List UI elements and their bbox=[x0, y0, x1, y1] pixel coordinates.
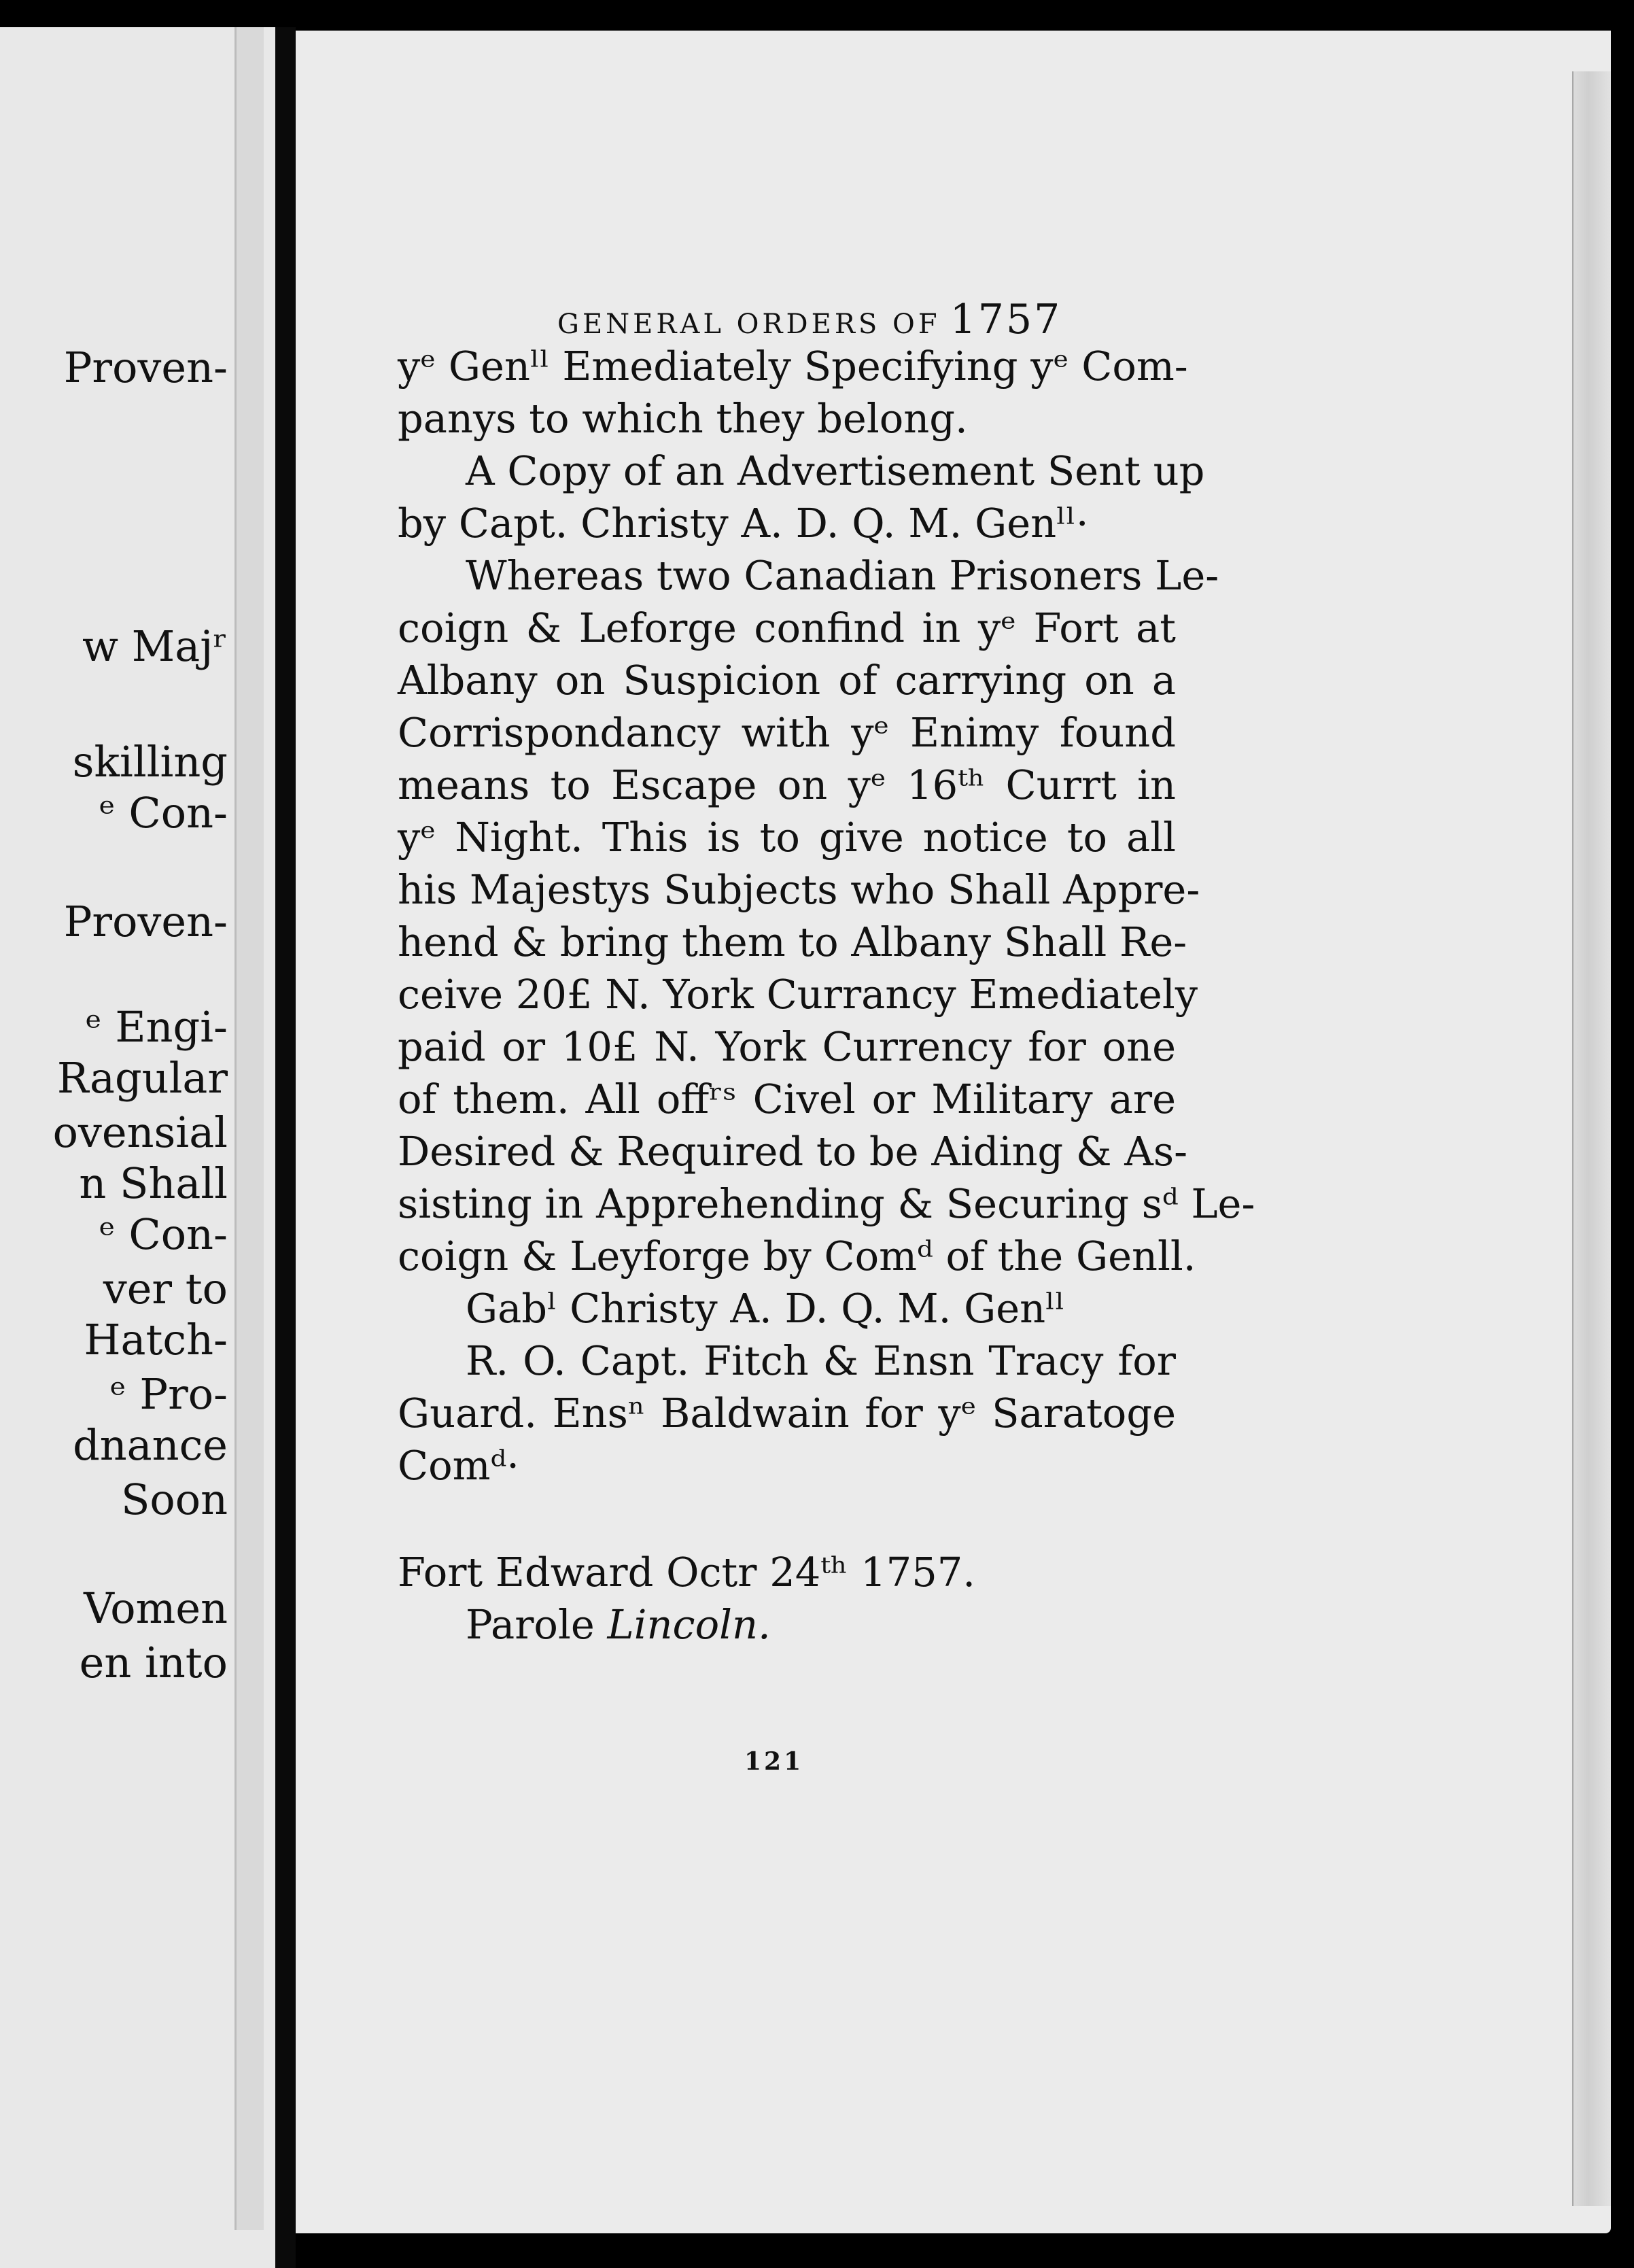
left-facing-page bbox=[0, 27, 275, 2268]
body-text bbox=[398, 340, 1255, 1651]
left-page-fragment: Vomen bbox=[84, 1583, 228, 1633]
text-line: Gabˡ Christy A. D. Q. M. Genˡˡ bbox=[466, 1285, 1065, 1332]
text-line: panys to which they belong. bbox=[398, 395, 968, 442]
page-fore-edge bbox=[1572, 71, 1611, 2206]
text-line: Albany on Suspicion of carrying on a bbox=[398, 657, 1176, 704]
left-page-fragment: Proven- bbox=[63, 343, 228, 392]
left-page-fragment: Ragular bbox=[56, 1053, 228, 1103]
left-page-fragment: dnance bbox=[73, 1420, 228, 1470]
left-page-fragment: ᵉ Engi- bbox=[85, 1002, 228, 1052]
parole-word: Lincoln. bbox=[607, 1601, 771, 1648]
left-page-fragment: ᵉ Con- bbox=[99, 1209, 228, 1259]
left-page-fragment: skilling bbox=[72, 737, 228, 787]
left-page-fragment: ᵉ Con- bbox=[99, 788, 228, 838]
text-line: means to Escape on yᵉ 16ᵗʰ Currt in bbox=[398, 761, 1176, 808]
text-line: sisting in Apprehending & Securing sᵈ Le- bbox=[398, 1180, 1255, 1227]
text-line: by Capt. Christy A. D. Q. M. Genˡˡ· bbox=[398, 500, 1089, 547]
parole-label: Parole bbox=[466, 1601, 595, 1648]
left-page-edge bbox=[234, 27, 264, 2230]
left-page-fragment: ovensial bbox=[52, 1107, 228, 1157]
text-line: yᵉ Night. This is to give notice to all bbox=[398, 814, 1176, 861]
running-head bbox=[557, 296, 1062, 343]
running-head-title: GENERAL ORDERS OF bbox=[557, 309, 941, 340]
text-line: coign & Leyforge by Comᵈ of the Genll. bbox=[398, 1233, 1196, 1279]
text-line: Desired & Required to be Aiding & As- bbox=[398, 1128, 1188, 1175]
text-line: Comᵈ· bbox=[398, 1442, 519, 1489]
page-number: 121 bbox=[744, 1747, 804, 1776]
text-line: hend & bring them to Albany Shall Re- bbox=[398, 918, 1187, 965]
text-line: ceive 20£ N. York Currancy Emediately bbox=[398, 971, 1198, 1018]
left-page-fragment: w Majʳ bbox=[82, 621, 228, 671]
text-line: yᵉ Genˡˡ Emediately Specifying yᵉ Com- bbox=[398, 343, 1188, 390]
text-line: his Majestys Subjects who Shall Appre- bbox=[398, 866, 1200, 913]
left-page-fragment: en into bbox=[79, 1638, 228, 1687]
left-page-fragment: Soon bbox=[120, 1475, 228, 1524]
left-page-fragment: n Shall bbox=[79, 1158, 228, 1208]
parole-line bbox=[398, 1598, 1176, 1651]
left-page-fragment: ᵉ Pro- bbox=[109, 1369, 228, 1419]
left-page-fragment: Hatch- bbox=[84, 1315, 228, 1364]
text-line: paid or 10£ N. York Currency for one bbox=[398, 1023, 1176, 1070]
text-line: Corrispondancy with yᵉ Enimy found bbox=[398, 709, 1176, 756]
text-line: Guard. Ensⁿ Baldwain for yᵉ Saratoge bbox=[398, 1390, 1176, 1437]
right-page bbox=[296, 31, 1611, 2233]
left-page-fragment: Proven- bbox=[63, 897, 228, 946]
dateline: Fort Edward Octr 24ᵗʰ 1757. bbox=[398, 1549, 976, 1596]
text-line: R. O. Capt. Fitch & Ensn Tracy for bbox=[466, 1337, 1176, 1384]
book-gutter bbox=[275, 27, 296, 2268]
left-page-fragment: ver to bbox=[103, 1264, 228, 1313]
running-head-year: 1757 bbox=[950, 296, 1062, 343]
text-line: A Copy of an Advertisement Sent up bbox=[466, 447, 1205, 494]
text-line: of them. All offʳˢ Civel or Military are bbox=[398, 1076, 1176, 1122]
text-line: coign & Leforge confind in yᵉ Fort at bbox=[398, 604, 1176, 651]
text-line: Whereas two Canadian Prisoners Le- bbox=[466, 552, 1219, 599]
section-gap bbox=[398, 1492, 1176, 1546]
